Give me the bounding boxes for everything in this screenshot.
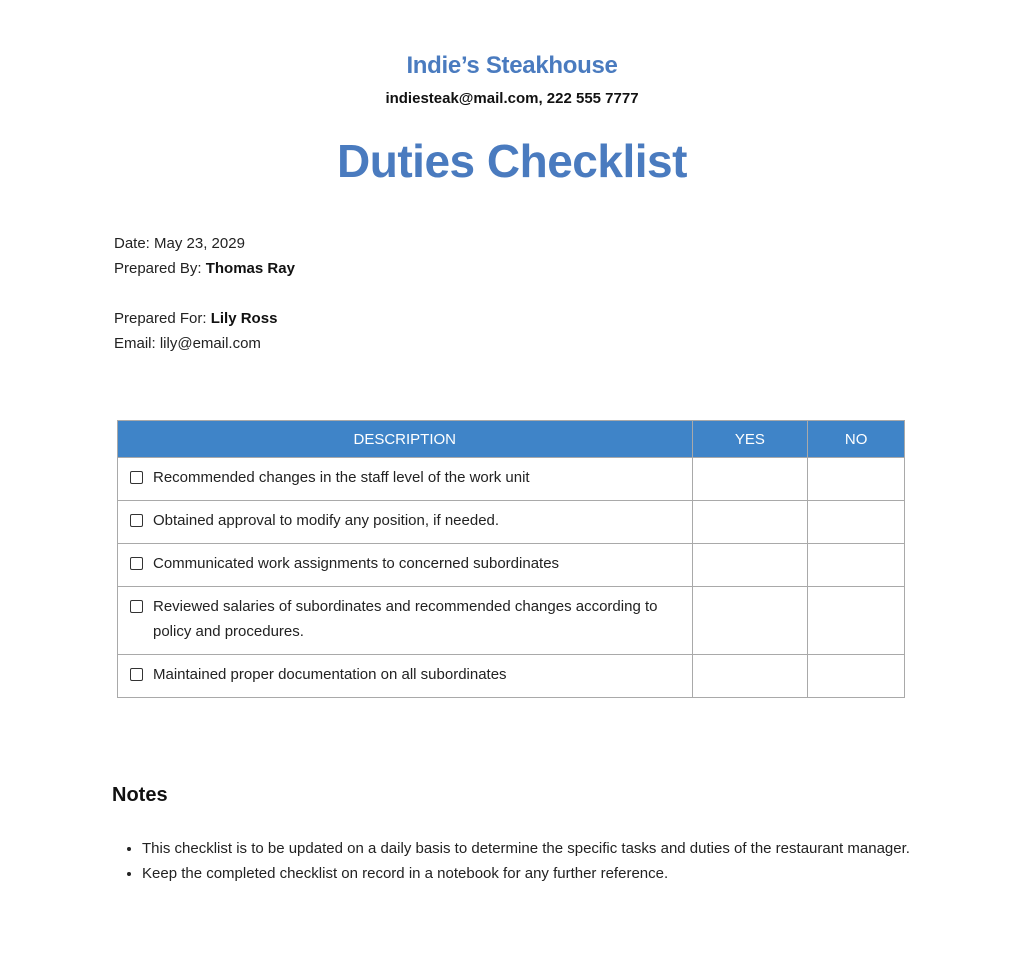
no-cell[interactable] xyxy=(808,501,905,544)
table-header-row xyxy=(118,421,905,458)
table-row xyxy=(118,501,905,544)
task-checkbox[interactable] xyxy=(130,514,143,527)
task-description: Obtained approval to modify any position, if needed. xyxy=(153,512,500,529)
yes-cell[interactable] xyxy=(692,544,808,587)
task-checkbox[interactable] xyxy=(130,471,143,484)
notes-heading: Notes xyxy=(112,784,168,806)
prepared-by-label: Prepared By: xyxy=(114,260,206,277)
description-cell xyxy=(118,587,693,655)
company-name: Indie’s Steakhouse xyxy=(406,52,618,79)
table-row xyxy=(118,544,905,587)
date-label: Date: xyxy=(114,235,155,252)
checklist-table xyxy=(117,420,905,698)
yes-column-header: YES xyxy=(692,421,808,458)
no-cell[interactable] xyxy=(808,655,905,698)
table-row xyxy=(118,458,905,501)
yes-cell[interactable] xyxy=(692,655,808,698)
description-cell xyxy=(118,655,693,698)
task-description: Communicated work assignments to concerned subordinates xyxy=(153,555,560,572)
prepared-for-value: Lily Ross xyxy=(210,310,278,327)
no-cell[interactable] xyxy=(808,587,905,655)
table-row xyxy=(118,587,905,655)
email-value: lily@email.com xyxy=(159,335,261,352)
description-cell xyxy=(118,458,693,501)
prepared-for-label: Prepared For: xyxy=(114,310,211,327)
description-cell xyxy=(118,501,693,544)
date-value: May 23, 2029 xyxy=(154,235,245,252)
no-cell[interactable] xyxy=(808,544,905,587)
prepared-by-value: Thomas Ray xyxy=(205,260,295,277)
no-cell[interactable] xyxy=(808,458,905,501)
yes-cell[interactable] xyxy=(692,458,808,501)
list-item: • Keep the completed checklist on record in a notebook for any further reference. xyxy=(142,861,942,886)
yes-cell[interactable] xyxy=(692,587,808,655)
table-row xyxy=(118,655,905,698)
list-item: • This checklist is to be updated on a daily basis to determine the specific tasks and duties of the restaurant manager. xyxy=(142,836,942,861)
task-checkbox[interactable] xyxy=(130,600,143,613)
task-checkbox[interactable] xyxy=(130,557,143,570)
email-label: Email: xyxy=(114,335,160,352)
description-cell xyxy=(118,544,693,587)
prepared-by-line xyxy=(114,260,295,277)
task-checkbox[interactable] xyxy=(130,668,143,681)
task-description: Recommended changes in the staff level of the work unit xyxy=(153,469,530,486)
prepared-for-line xyxy=(114,310,277,327)
company-contact: indiesteak@mail.com, 222 555 7777 xyxy=(385,90,639,107)
task-description: Maintained proper documentation on all subordinates xyxy=(153,666,507,683)
date-line xyxy=(114,235,245,252)
task-description: Reviewed salaries of subordinates and recommended changes according to policy and procedures. xyxy=(153,598,658,640)
email-line xyxy=(114,335,261,352)
description-column-header: DESCRIPTION xyxy=(118,421,693,458)
page-title: Duties Checklist xyxy=(337,135,687,187)
yes-cell[interactable] xyxy=(692,501,808,544)
notes-list xyxy=(112,836,942,886)
no-column-header: NO xyxy=(808,421,905,458)
